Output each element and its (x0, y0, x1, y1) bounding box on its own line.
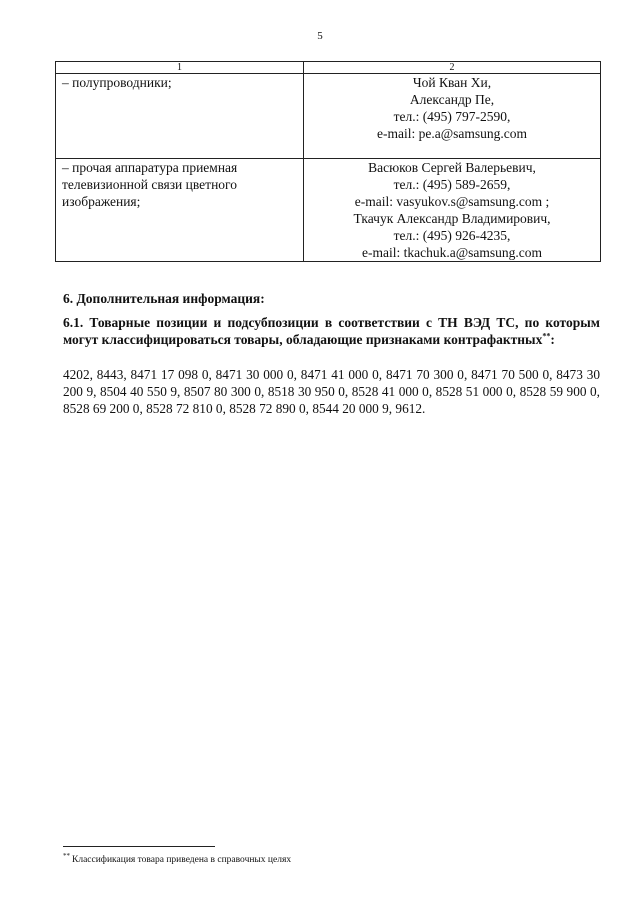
contact-email: e-mail: vasyukov.s@samsung.com ; (354, 194, 550, 209)
subsection-title-suffix: : (550, 332, 555, 347)
contact-phone: тел.: (495) 589-2659, (393, 177, 511, 192)
subsection-title (63, 314, 600, 348)
contact-email: e-mail: pe.a@samsung.com (376, 126, 528, 141)
product-line: телевизионной связи цветного (62, 177, 237, 192)
footnote (63, 852, 291, 865)
product-cell (56, 74, 304, 159)
contact-email: e-mail: tkachuk.a@samsung.com (361, 245, 542, 260)
product-line: – прочая аппаратура приемная (62, 160, 238, 175)
column-header-2: 2 (304, 62, 601, 74)
contact-name: Чой Кван Хи, (412, 75, 492, 90)
section-title: 6. Дополнительная информация: (63, 291, 265, 306)
table-header-row (56, 62, 601, 74)
subsection-title-text: 6.1. Товарные позиции и подсубпозиции в соответствии с ТН ВЭД ТС, по которым могут классифицироваться товары, обладающие признаками контрафактных (63, 315, 600, 347)
contact-phone: тел.: (495) 797-2590, (393, 109, 511, 124)
contacts-cell (304, 159, 601, 262)
page-number: 5 (317, 30, 323, 42)
footnote-reference: ** (542, 331, 551, 341)
contact-phone: тел.: (495) 926-4235, (393, 228, 511, 243)
contacts-cell (304, 74, 601, 159)
contact-name: Ткачук Александр Владимирович, (353, 211, 551, 226)
column-header-1: 1 (56, 62, 304, 74)
table-row (56, 74, 601, 159)
commodity-codes: 4202, 8443, 8471 17 098 0, 8471 30 000 0, 8471 41 000 0, 8471 70 300 0, 8471 70 500 0, 8473 30 200 9, 8504 40 550 9, 8507 80 300 0, 8518 30 950 0, 8528 41 000 0, 8528 51 000 0, 8528 59 900 0, 8528 69 200 0, 8528 72 810 0, 8528 72 890 0, 8544 20 000 9, 9612. (63, 367, 600, 416)
contact-name: Александр Пе, (409, 92, 495, 107)
footnote-divider (63, 846, 215, 847)
footnote-text: Классификация товара приведена в справочных целях (72, 855, 292, 866)
product-line: – полупроводники; (62, 75, 172, 90)
product-line: изображения; (62, 194, 141, 209)
contact-name: Васюков Сергей Валерьевич, (368, 160, 536, 175)
product-cell (56, 159, 304, 262)
footnote-marker: ** (63, 852, 70, 860)
contacts-table (55, 61, 601, 262)
table-row (56, 159, 601, 262)
